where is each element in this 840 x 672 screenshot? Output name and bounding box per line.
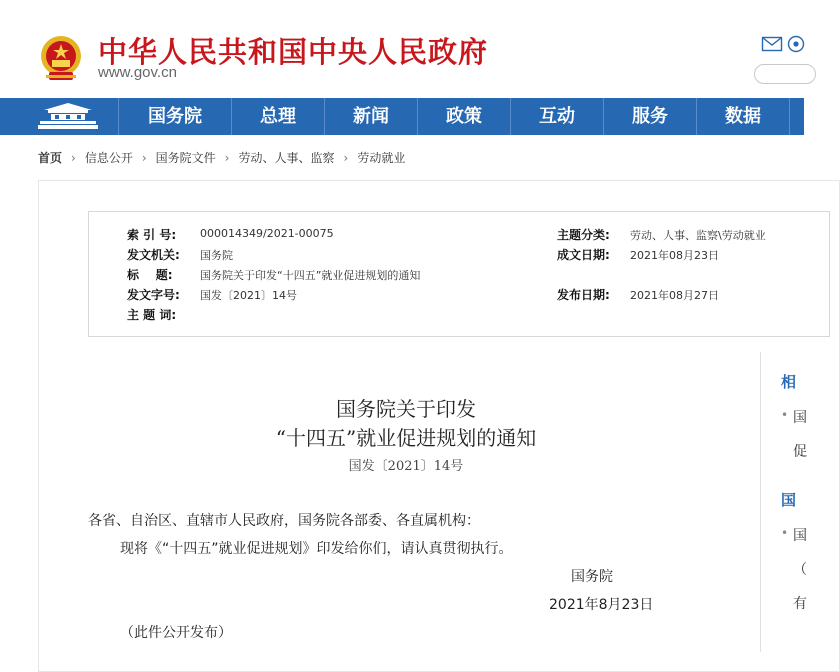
meta-issuer-label: 发文机关: (127, 248, 180, 262)
nav-item-premier[interactable]: 总理 (260, 106, 296, 127)
nav-item-news[interactable]: 新闻 (353, 106, 389, 127)
breadcrumb-employment[interactable]: 劳动就业 (357, 151, 406, 165)
breadcrumb-labor-personnel[interactable]: 劳动、人事、监察 (238, 151, 335, 165)
meta-created-value: 2021年08月23日 (630, 249, 719, 262)
sidebar-heading-related: 相 (781, 373, 797, 391)
bullet-icon: • (781, 408, 789, 422)
nav-item-policy[interactable]: 政策 (446, 106, 482, 127)
chevron-right-icon: › (224, 151, 230, 165)
meta-index-value: 000014349/2021-00075 (200, 227, 334, 240)
nav-item-guowuyuan[interactable]: 国务院 (148, 106, 202, 127)
document-note: （此件公开发布） (120, 625, 232, 641)
sidebar-link-1-line2[interactable]: 促 (793, 444, 807, 460)
breadcrumb-home[interactable]: 首页 (38, 151, 63, 165)
document-body: 现将《“十四五”就业促进规划》印发给你们，请认真贯彻执行。 (120, 541, 513, 557)
site-header (0, 0, 804, 98)
sidebar-link-1-line1[interactable]: 国 (793, 410, 807, 426)
nav-item-services[interactable]: 服务 (632, 106, 668, 127)
chevron-right-icon: › (141, 151, 147, 165)
site-title[interactable]: 中华人民共和国中央人民政府 (98, 35, 489, 69)
site-url[interactable]: www.gov.cn (98, 64, 177, 81)
sidebar-divider (760, 352, 761, 652)
breadcrumb (38, 149, 405, 166)
weibo-icon[interactable] (787, 35, 804, 52)
meta-title-label: 标 题: (127, 268, 173, 282)
breadcrumb-info-disclosure[interactable]: 信息公开 (84, 151, 133, 165)
meta-index-label: 索 引 号: (127, 228, 177, 242)
meta-theme-value: 劳动、人事、监察\劳动就业 (630, 229, 766, 242)
document-signer: 国务院 (571, 569, 613, 585)
meta-keywords-label: 主 题 词: (127, 308, 177, 322)
meta-published-value: 2021年08月27日 (630, 289, 719, 302)
national-emblem-icon[interactable] (38, 34, 84, 84)
search-input[interactable] (754, 64, 816, 84)
breadcrumb-state-council-docs[interactable]: 国务院文件 (155, 151, 216, 165)
meta-theme-label: 主题分类: (557, 228, 610, 242)
nav-item-data[interactable]: 数据 (725, 106, 761, 127)
chevron-right-icon: › (343, 151, 349, 165)
bullet-icon: • (781, 526, 789, 540)
document-salutation: 各省、自治区、直辖市人民政府，国务院各部委、各直属机构： (88, 513, 480, 529)
sidebar-heading-2: 国 (781, 491, 797, 509)
meta-issuer-value: 国务院 (200, 249, 233, 262)
document-date: 2021年8月23日 (549, 597, 654, 613)
sidebar-link-2-line1[interactable]: 国 (793, 528, 807, 544)
document-title-line2: “十四五”就业促进规划的通知 (275, 426, 537, 450)
document-title-line1: 国务院关于印发 (336, 397, 476, 421)
main-nav (0, 98, 804, 135)
tiananmen-logo-icon[interactable] (38, 102, 98, 130)
document-number: 国发〔2021〕14号 (348, 459, 464, 474)
mail-icon[interactable] (762, 37, 782, 51)
chevron-right-icon: › (71, 151, 76, 165)
meta-published-label: 发布日期: (557, 288, 610, 302)
meta-title-value: 国务院关于印发“十四五”就业促进规划的通知 (200, 269, 421, 282)
meta-docno-label: 发文字号: (127, 288, 180, 302)
sidebar-link-2-line3[interactable]: 有 (793, 596, 807, 612)
nav-divider (789, 98, 790, 135)
meta-created-label: 成文日期: (557, 248, 610, 262)
meta-docno-value: 国发〔2021〕14号 (200, 289, 297, 302)
sidebar-link-2-line2[interactable]: （ (793, 562, 807, 578)
nav-item-interaction[interactable]: 互动 (539, 106, 575, 127)
